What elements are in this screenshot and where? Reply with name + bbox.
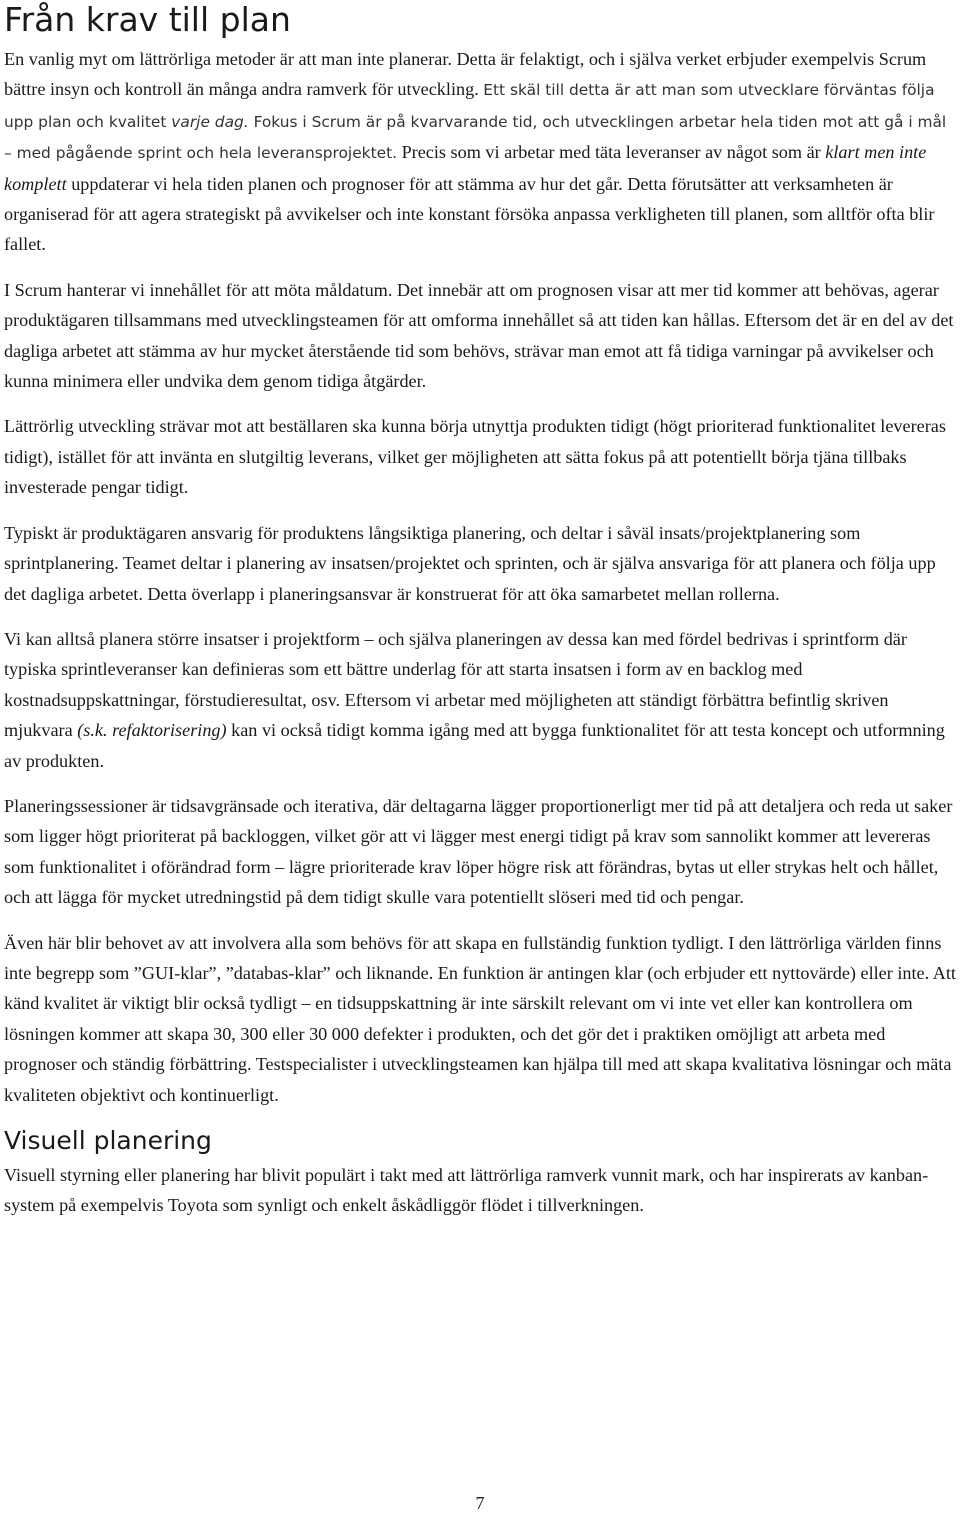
- p5-emphasis-refaktorisering: (s.k. refaktorisering): [77, 720, 227, 741]
- p1-sentence-1: En vanlig myt om lättrörliga metoder är att man inte planerar. Detta är felaktigt, och i själva verket erbjuder exempelvis Scrum bättre insyn och kontroll än många andra ramverk för utveckling.: [4, 49, 927, 100]
- paragraph-3: Lättrörlig utveckling strävar mot att beställaren ska kunna börja utnyttja produkten tidigt (högt prioriterad funktionalitet levereras tidigt), istället för att invänta en slutgiltig leverans, vilket ger möjligheten att sätta fokus på att potentiellt börja tjäna tillbaks investerade pengar tidigt.: [4, 416, 946, 498]
- document-page: [4, 0, 956, 1236]
- paragraph-2: I Scrum hanterar vi innehållet för att möta måldatum. Det innebär att om prognosen visar att mer tid kommer att behövas, agerar produktägaren tillsammans med utvecklingsteamen för att omforma innehållet så att tiden kan hållas. Eftersom det är en del av det dagliga arbetet att stämma av hur mycket återstående tid som behövs, strävar man emot att få tidiga varningar på avvikelser och kunna minimera eller undvika dem genom tidiga åtgärder.: [4, 279, 954, 392]
- paragraph-7: Även här blir behovet av att involvera alla som behövs för att skapa en fullständig funktion tydligt. I den lättrörliga världen finns inte begrepp som ”GUI-klar”, ”databas-klar” och liknande. En funktion är antingen klar (och erbjuder ett nyttovärde) eller inte. Att känd kvalitet är viktigt blir också tydligt – en tidsuppskattning är inte särskilt relevant om vi inte vet eller kan kontrollera om lösningen kommer att skapa 30, 300 eller 30 000 defekter i produkten, och det gör det i praktiken omöjligt att arbeta med prognoser och ständig förbättring. Testspecialister i utvecklingsteamen kan hjälpa till med att skapa kvalitativa lösningar och mäta kvaliteten objektivt och kontinuerligt.: [4, 932, 956, 1105]
- p1-emphasis-varje-dag: varje dag.: [171, 112, 249, 131]
- section-heading-fran-krav-till-plan: Från krav till plan: [4, 0, 291, 39]
- paragraph-5: [4, 624, 956, 776]
- section-heading-visuell-planering: Visuell planering: [4, 1126, 212, 1155]
- paragraph-1: [4, 44, 956, 260]
- p1-sentence-4-end: uppdaterar vi hela tiden planen och prognoser för att stämma av hur det går. Detta förutsätter att verksamheten är organiserad för att agera strategiskt på avvikelser och inte konstant försöka anpassa verkligheten till planen, som alltför ofta blir fallet.: [4, 173, 935, 255]
- p1-sentence-3: Fokus i Scrum är på kvarvarande tid, och utvecklingen arbetar hela tiden mot att gå i mål – med pågående sprint och hela leveransprojektet.: [4, 112, 947, 163]
- page-number: 7: [475, 1493, 485, 1513]
- paragraph-6: Planeringssessioner är tidsavgränsade och iterativa, där deltagarna lägger proportionerligt mer tid på att detaljera och reda ut saker som ligger högt prioriterat på backloggen, vilket gör att vi lägger mest energi tidigt på krav som sannolikt kommer att levereras som funktionalitet i oförändrad form – lägre prioriterade krav löper högre risk att förändras, bytas ut eller strykas helt och hållet, och att lägga för mycket utredningstid på dem tidigt skulle vara potentiellt slöseri med tid och pengar.: [4, 795, 953, 908]
- p1-sentence-4: Precis som vi arbetar med täta leveranser av något som är: [401, 142, 821, 163]
- p1-sentence-2-text: Ett skäl till detta är att man som utvecklare förväntas följa upp plan och kvalitet: [4, 81, 935, 131]
- paragraph-8: Visuell styrning eller planering har blivit populärt i takt med att lättrörliga ramverk vunnit mark, och har inspirerats av kanban-system på exempelvis Toyota som synligt och enkelt åskådliggör flödet i tillverkningen.: [4, 1165, 929, 1216]
- p5-text-a: Vi kan alltså planera större insatser i projektform – och själva planeringen av dessa kan med fördel bedrivas i sprintform där typiska sprintleveranser kan definieras som ett bättre underlag för att starta insatsen i form av en backlog med kostnadsuppskattningar, förstudieresultat, osv. Eftersom vi arbetar med möjligheten att ständigt förbättra befintlig skriven mjukvara: [4, 628, 907, 741]
- p1-emphasis-klart: klart men inte komplett: [4, 142, 927, 194]
- p5-text-b: kan vi också tidigt komma igång med att bygga funktionalitet för att testa koncept och utformning av produkten.: [4, 720, 945, 771]
- paragraph-4: Typiskt är produktägaren ansvarig för produktens långsiktiga planering, och deltar i såväl insats/projektplanering som sprintplanering. Teamet deltar i planering av insatsen/projektet och sprinten, och är själva ansvariga för att planera och följa upp det dagliga arbetet. Detta överlapp i planeringsansvar är konstruerat för att öka samarbetet mellan rollerna.: [4, 522, 936, 604]
